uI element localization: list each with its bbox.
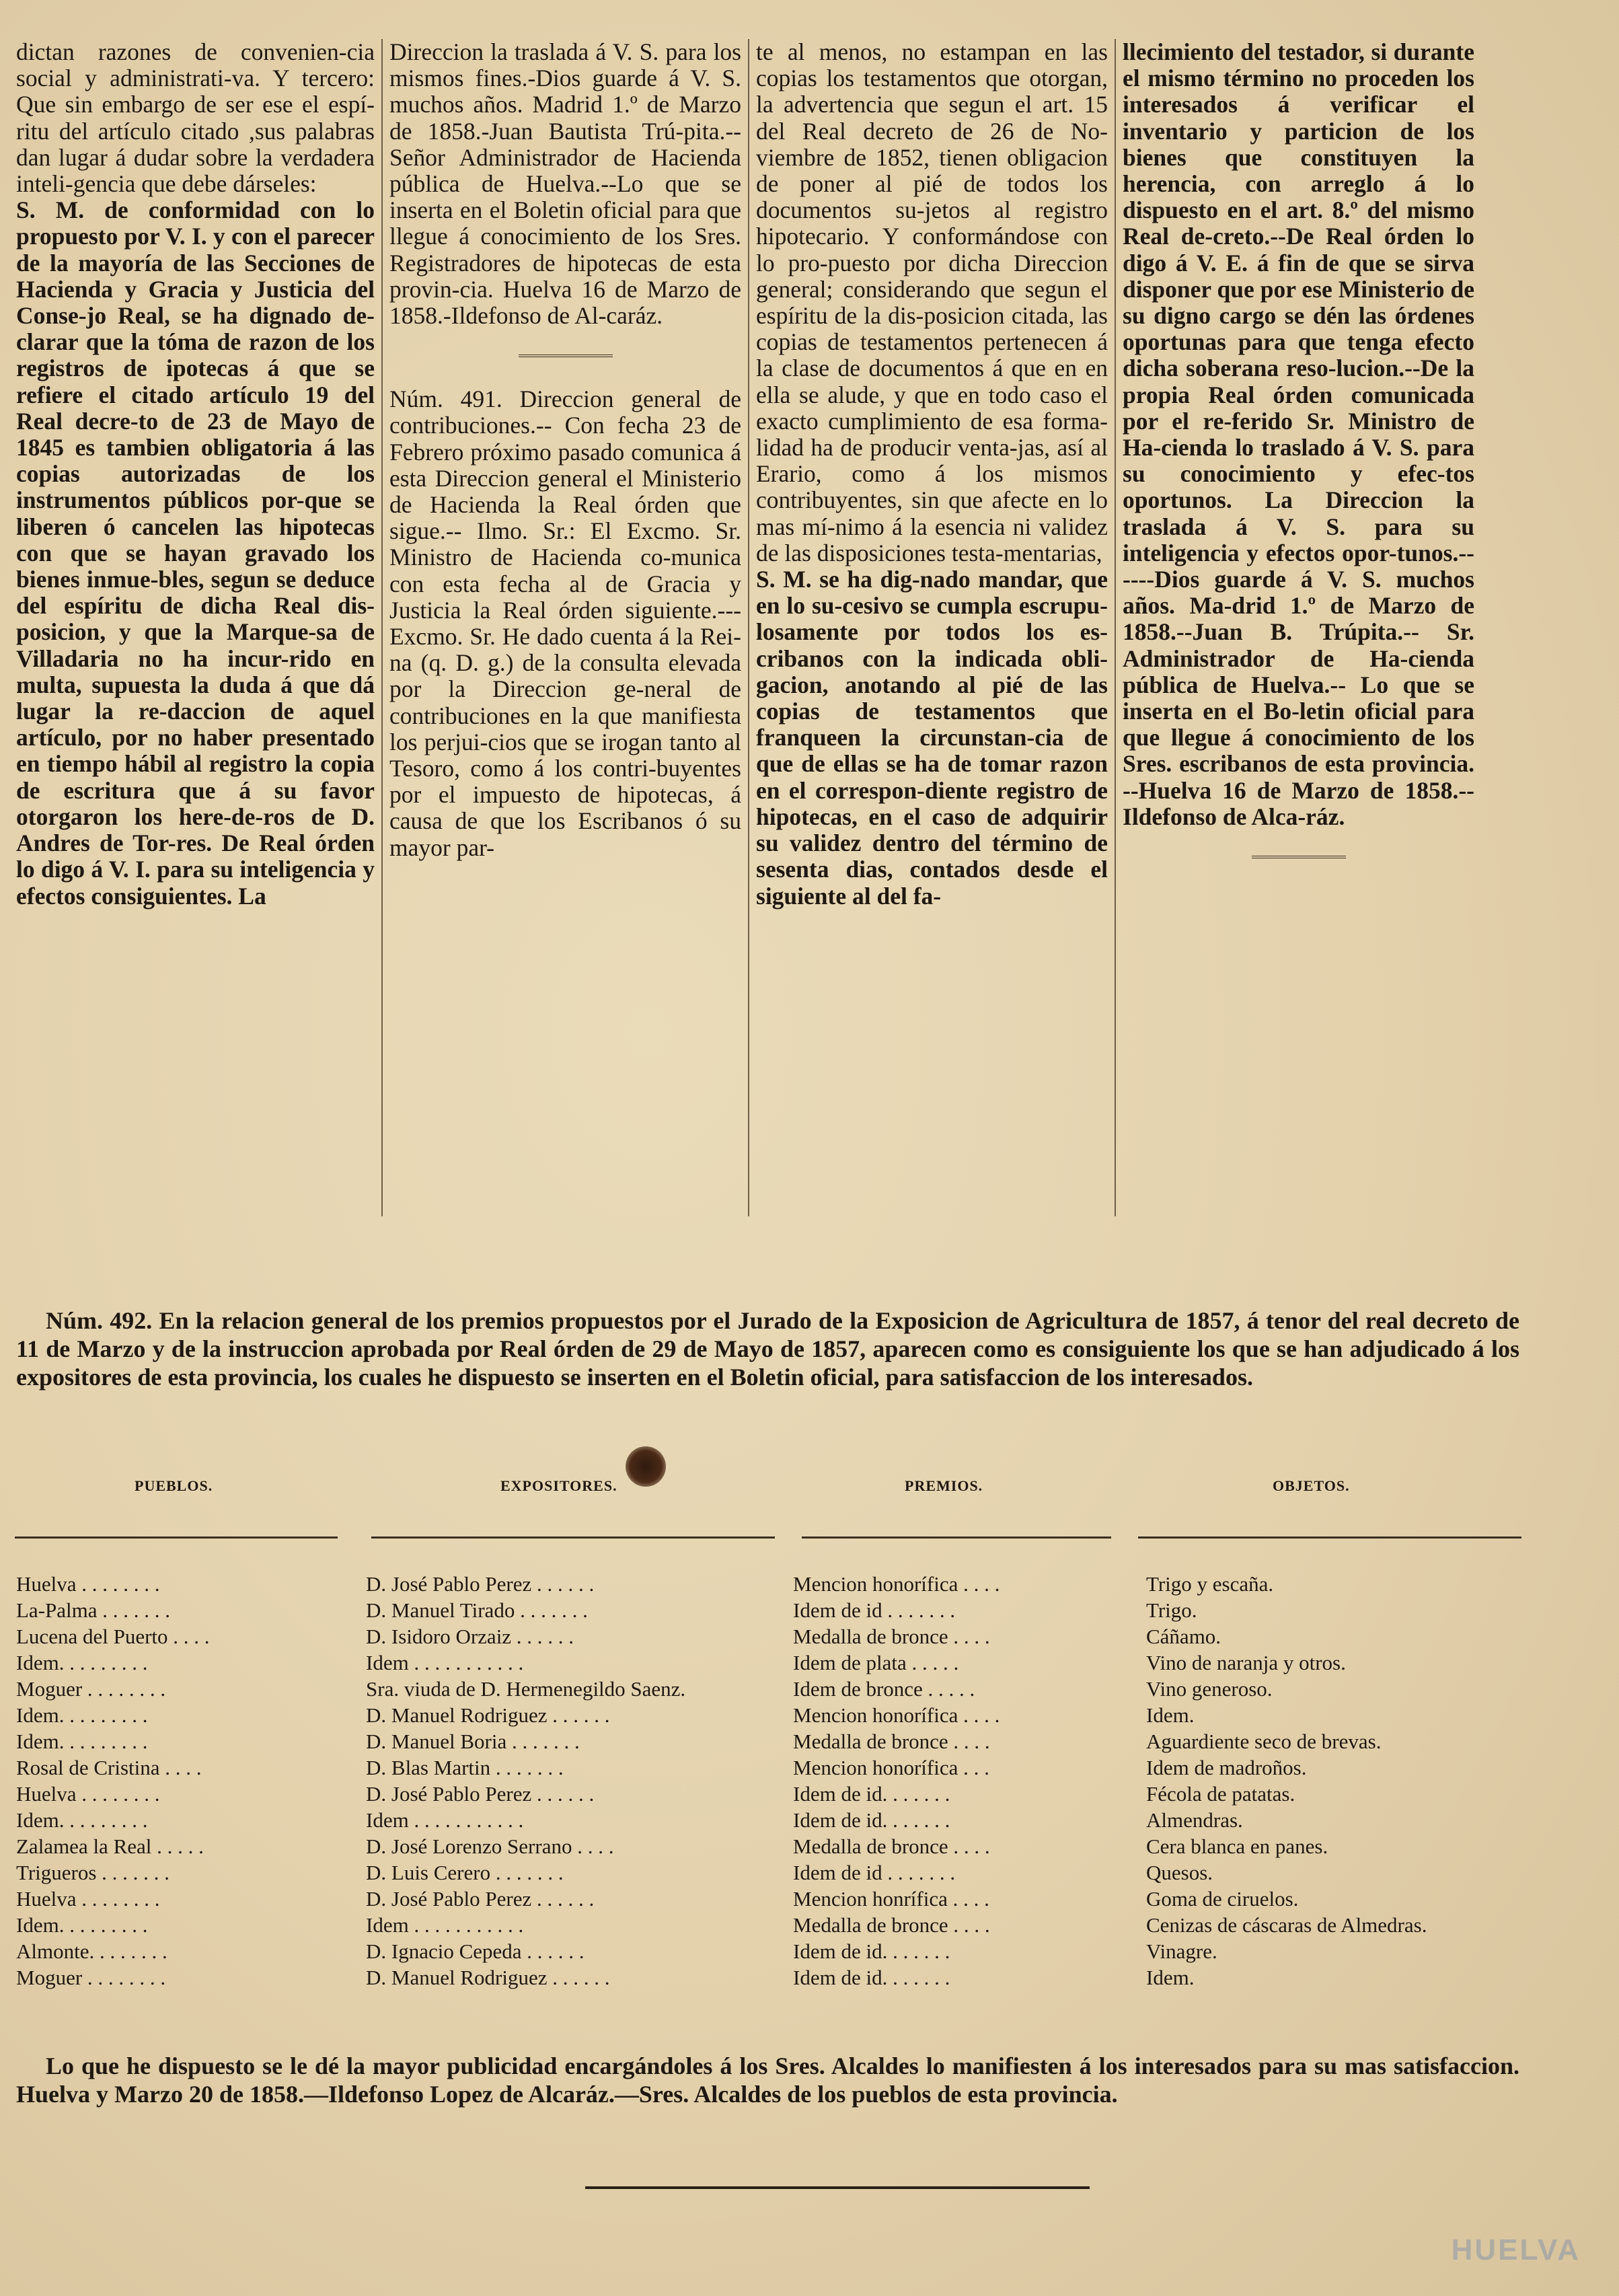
table-cell: Idem de id. . . . . . . — [793, 1966, 950, 1989]
table-cell: D. José Pablo Perez . . . . . . — [366, 1572, 595, 1596]
table-row — [16, 1702, 1536, 1728]
archive-stamp: HUELVA — [1451, 2233, 1581, 2266]
table-cell: Medalla de bronce . . . . — [793, 1730, 990, 1753]
table-cell: Idem de id. . . . . . . — [793, 1782, 950, 1806]
table-cell: Trigueros . . . . . . . — [16, 1861, 170, 1884]
table-cell: Idem . . . . . . . . . . . — [366, 1913, 524, 1937]
column-2-paragraph-1: Direccion la traslada á V. S. para los mismos fines.-Dios guarde á V. S. muchos años. Madrid 1.º de Marzo de 1858.-Juan Bautista Trú-pita.--Señor Administrador de Hacienda pública de Huelva.--Lo que se inserta en el Boletin oficial para que llegue á conocimiento de los Sres. Registradores de hipotecas de esta provin-cia. Huelva 16 de Marzo de 1858.-Ildefonso de Al-caráz. — [389, 39, 741, 330]
text-columns — [15, 39, 1599, 1216]
table-cell: Huelva . . . . . . . . — [16, 1572, 160, 1596]
column-2-paragraph-2: Núm. 491. Direccion general de contribuciones.-- Con fecha 23 de Febrero próximo pasado comunica á esta Direccion general el Ministerio de Hacienda la Real órden que sigue.-- Ilmo. Sr.: El Excmo. Sr. Ministro de Hacienda co-munica con esta fecha al de Gracia y Justicia la Real órden siguiente.---Excmo. Sr. He dado cuenta á la Rei-na (q. D. g.) de la consulta elevada por la Direccion ge-neral de contribuciones en la que manifiesta los perjui-cios que se irogan tanto al Tesoro, como á los contri-buyentes por el impuesto de hipotecas, á causa de que los Escribanos ó su mayor par- — [389, 385, 741, 861]
table-cell: Quesos. — [1146, 1861, 1213, 1884]
table-cell: Rosal de Cristina . . . . — [16, 1756, 202, 1779]
table-cell: D. Blas Martin . . . . . . . — [366, 1756, 564, 1779]
table-row — [16, 1676, 1536, 1702]
header-rule — [1138, 1536, 1521, 1539]
announcement-text: Núm. 492. En la relacion general de los premios propuestos por el Jurado de la Exposicion de Agricultura de 1857, á tenor del real decreto de 11 de Marzo y de la instruccion aprobada por Real órden de 29 de Mayo de 1857, aparecen como es consiguiente los que se han adjudicado á los expositores de esta provincia, los cuales he dispuesto se inserten en el Boletin oficial, para satisfaccion de los interesados. — [16, 1307, 1519, 1391]
table-cell: Mencion honorífica . . . . — [793, 1703, 1000, 1727]
section-divider — [1252, 856, 1346, 860]
table-cell: Cera blanca en panes. — [1146, 1835, 1328, 1858]
table-cell: Idem de id. . . . . . . — [793, 1939, 950, 1963]
table-cell: Cáñamo. — [1146, 1625, 1221, 1648]
table-row — [16, 1938, 1536, 1964]
table-cell: Medalla de bronce . . . . — [793, 1913, 990, 1937]
header-objetos: OBJETOS. — [1273, 1477, 1350, 1494]
table-cell: Idem. . . . . . . . . — [16, 1730, 148, 1753]
table-cell: Idem de plata . . . . . — [793, 1651, 959, 1674]
table-cell: D. Manuel Rodriguez . . . . . . — [366, 1966, 610, 1989]
column-4 — [1115, 39, 1481, 1216]
closing-notice — [16, 2052, 1519, 2108]
table-row — [16, 1597, 1536, 1623]
table-cell: Idem de bronce . . . . . — [793, 1677, 975, 1701]
table-cell: Goma de ciruelos. — [1146, 1887, 1299, 1911]
column-1 — [15, 39, 381, 1216]
table-cell: Trigo. — [1146, 1598, 1197, 1622]
table-row — [16, 1650, 1536, 1676]
table-cell: Mencion honorífica . . . . — [793, 1572, 1000, 1596]
table-cell: Cenizas de cáscaras de Almedras. — [1146, 1913, 1427, 1937]
column-3-paragraph-1: te al menos, no estampan en las copias los testamentos que otorgan, la advertencia que segun el art. 15 del Real decreto de 26 de No-viembre de 1852, tienen obligacion de poner al pié de todos los documentos su-jetos al registro hipotecario. Y conformándose con lo pro-puesto por dicha Direccion general; considerando que segun el espíritu de la dis-posicion citada, las copias de testamentos pertenecen á la clase de documentos á que en en ella se alude, y que en todo caso el exacto cumplimiento de esa forma-lidad ha de producir venta-jas, así al Erario, como á los mismos contribuyentes, sin que afecte en lo mas mí-nimo á la esencia ni validez de las disposiciones testa-mentarias, — [756, 39, 1108, 566]
table-cell: D. Manuel Boria . . . . . . . — [366, 1730, 580, 1753]
table-cell: Idem. . . . . . . . . — [16, 1703, 148, 1727]
table-cell: Huelva . . . . . . . . — [16, 1887, 160, 1911]
table-cell: Idem. — [1146, 1966, 1195, 1989]
table-row — [16, 1781, 1536, 1807]
table-cell: Moguer . . . . . . . . — [16, 1966, 166, 1989]
table-cell: Idem de id . . . . . . . — [793, 1861, 956, 1884]
section-divider — [519, 355, 613, 359]
table-row — [16, 1833, 1536, 1859]
table-cell: Idem. . . . . . . . . — [16, 1913, 148, 1937]
bottom-divider — [585, 2186, 1090, 2189]
table-cell: Almonte. . . . . . . . — [16, 1939, 167, 1963]
table-row — [16, 1859, 1536, 1886]
header-premios: PREMIOS. — [905, 1477, 983, 1494]
table-cell: Medalla de bronce . . . . — [793, 1625, 990, 1648]
table-row — [16, 1886, 1536, 1912]
table-cell: D. Manuel Tirado . . . . . . . — [366, 1598, 588, 1622]
header-rule — [15, 1536, 338, 1539]
header-rule — [371, 1536, 775, 1539]
table-cell: Sra. viuda de D. Hermenegildo Saenz. — [366, 1677, 686, 1701]
table-cell: D. Ignacio Cepeda . . . . . . — [366, 1939, 585, 1963]
table-cell: D. Manuel Rodriguez . . . . . . — [366, 1703, 610, 1727]
column-1-paragraph-2: S. M. de conformidad con lo propuesto por V. I. y con el parecer de la mayoría de las Secciones de Hacienda y Gracia y Justicia del Conse-jo Real, se ha dignado de-clarar que la tóma de razon de los registros de ipotecas á que se refiere el citado artículo 19 del Real decre-to de 23 de Mayo de 1845 es tambien obligatoria á las copias autorizadas de los instrumentos públicos por-que se liberen ó cancelen las hipotecas con que se hayan gravado los bienes inmue-bles, segun se deduce del espíritu de dicha Real dis-posicion, y que la Marque-sa de Villadaria no ha incur-rido en multa, supuesta la duda á que dá lugar la re-daccion de aquel artículo, por no haber presentado en tiempo hábil al registro la copia de escritura que á su favor otorgaron los here-de-ros de D. Andres de Tor-res. De Real órden lo digo á V. I. para su inteligencia y efectos consiguientes. La — [16, 196, 375, 910]
table-row — [16, 1571, 1536, 1597]
table-cell: Almendras. — [1146, 1808, 1243, 1832]
table-cell: Aguardiente seco de brevas. — [1146, 1730, 1382, 1753]
table-cell: Lucena del Puerto . . . . — [16, 1625, 210, 1648]
table-cell: Fécola de patatas. — [1146, 1782, 1295, 1806]
table-cell: Idem de id. . . . . . . — [793, 1808, 950, 1832]
prizes-table — [16, 1571, 1536, 1991]
column-4-paragraph-1: llecimiento del testador, si durante el mismo término no proceden los interesados á verificar el inventario y particion de los bienes que constituyen la herencia, con arreglo á lo dispuesto en el art. 8.º del mismo Real de-creto.--De Real órden lo digo á V. E. á fin de que se sirva disponer que por ese Ministerio de su digno cargo se dén las órdenes oportunas para que tenga efecto dicha soberana reso-lucion.--De la propia Real órden comunicada por el re-ferido Sr. Ministro de Ha-cienda lo traslado á V. S. para su conocimiento y efec-tos oportunos. La Direccion la traslada á V. S. para su inteligencia y efectos opor-tunos.------Dios guarde á V. S. muchos años. Ma-drid 1.º de Marzo de 1858.--Juan B. Trúpita.-- Sr. Administrador de Ha-cienda pública de Huelva.-- Lo que se inserta en el Bo-letin oficial para que llegue á conocimiento de los Sres. escribanos de esta provincia. --Huelva 16 de Marzo de 1858.--Ildefonso de Alca-ráz. — [1123, 39, 1474, 830]
header-rule — [802, 1536, 1111, 1539]
table-cell: Trigo y escaña. — [1146, 1572, 1274, 1596]
table-cell: Idem . . . . . . . . . . . — [366, 1651, 524, 1674]
ink-blot — [626, 1446, 666, 1487]
table-cell: Idem. . . . . . . . . — [16, 1808, 148, 1832]
announcement-492 — [16, 1306, 1519, 1391]
table-cell: Idem. . . . . . . . . — [16, 1651, 148, 1674]
table-cell: Idem de id . . . . . . . — [793, 1598, 956, 1622]
table-row — [16, 1964, 1536, 1991]
header-pueblos: PUEBLOS. — [135, 1477, 213, 1494]
closing-text: Lo que he dispuesto se le dé la mayor publicidad encargándoles á los Sres. Alcaldes lo manifiesten á los interesados para su mas satisfaccion. Huelva y Marzo 20 de 1858.—Ildefonso Lopez de Alcaráz.—Sres. Alcaldes de los pueblos de esta provincia. — [16, 2052, 1519, 2108]
table-cell: Mencion honorífica . . . — [793, 1756, 989, 1779]
column-3-paragraph-2: S. M. se ha dig-nado mandar, que en lo su-cesivo se cumpla escrupu-losamente por todos los es-cribanos con la indicada obli-gacion, anotando al pié de las copias de testamentos que franqueen la circunstan-cia de que de ellas se ha de tomar razon en el correspon-diente registro de hipotecas, en el caso de adquirir su validez dentro del término de sesenta dias, contados desde el siguiente al del fa- — [756, 566, 1108, 910]
column-1-paragraph-1: dictan razones de convenien-cia social y administrati-va. Y tercero: Que sin embargo de ser ese el espí-ritu del artículo citado ,sus palabras dan lugar á dudar sobre la verdadera inteli-gencia que debe dárseles: — [16, 39, 375, 198]
table-cell: D. José Pablo Perez . . . . . . — [366, 1887, 595, 1911]
table-cell: Idem . . . . . . . . . . . — [366, 1808, 524, 1832]
table-cell: D. Isidoro Orzaiz . . . . . . — [366, 1625, 574, 1648]
table-cell: D. José Pablo Perez . . . . . . — [366, 1782, 595, 1806]
table-cell: Zalamea la Real . . . . . — [16, 1835, 204, 1858]
table-row — [16, 1728, 1536, 1754]
table-cell: Medalla de bronce . . . . — [793, 1835, 990, 1858]
header-expositores: EXPOSITORES. — [500, 1477, 617, 1494]
table-cell: D. José Lorenzo Serrano . . . . — [366, 1835, 614, 1858]
column-3 — [748, 39, 1115, 1216]
table-cell: Vino de naranja y otros. — [1146, 1651, 1346, 1674]
column-2 — [381, 39, 748, 1216]
table-cell: Vinagre. — [1146, 1939, 1217, 1963]
table-cell: D. Luis Cerero . . . . . . . — [366, 1861, 564, 1884]
table-cell: Mencion honrífica . . . . — [793, 1887, 989, 1911]
table-cell: La-Palma . . . . . . . — [16, 1598, 171, 1622]
table-row — [16, 1754, 1536, 1781]
table-header — [15, 1477, 1518, 1538]
table-row — [16, 1912, 1536, 1938]
table-cell: Vino generoso. — [1146, 1677, 1273, 1701]
table-cell: Huelva . . . . . . . . — [16, 1782, 160, 1806]
table-cell: Idem de madroños. — [1146, 1756, 1307, 1779]
table-row — [16, 1623, 1536, 1650]
table-row — [16, 1807, 1536, 1833]
table-cell: Idem. — [1146, 1703, 1195, 1727]
table-cell: Moguer . . . . . . . . — [16, 1677, 166, 1701]
